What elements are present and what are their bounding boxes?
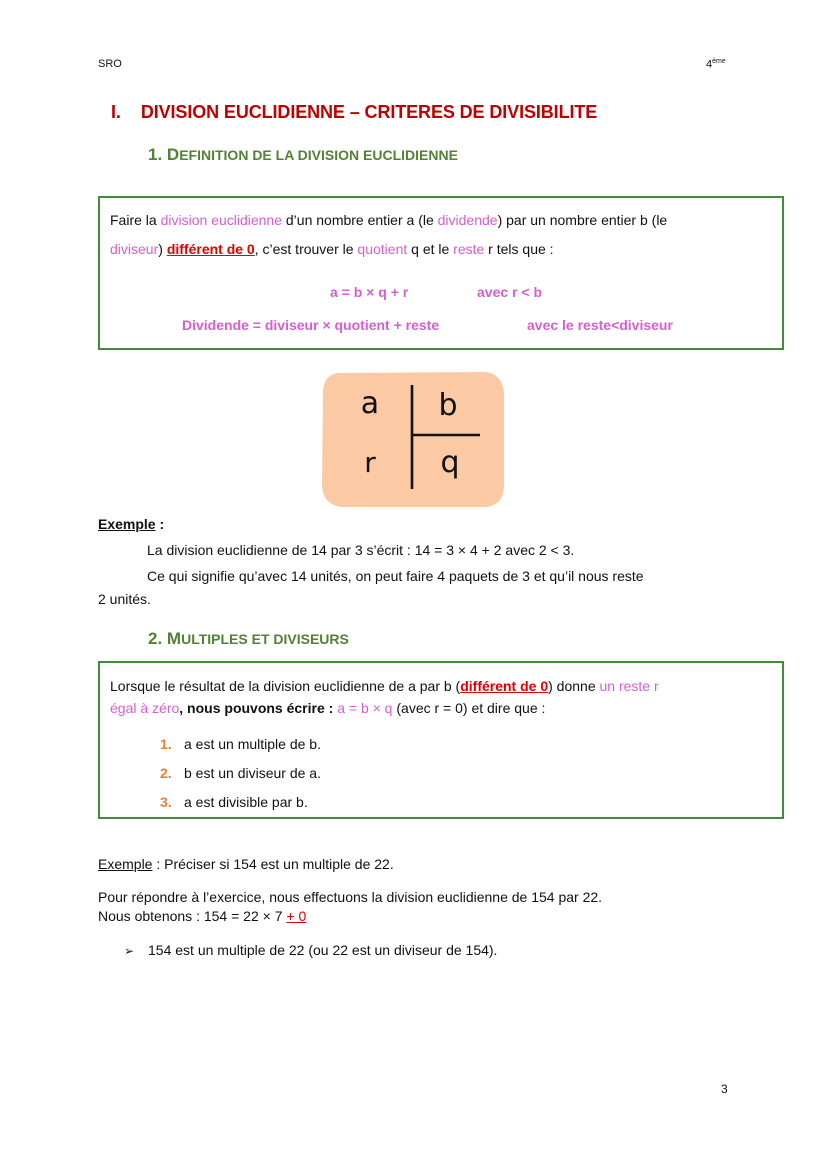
diagram-quotient: q bbox=[440, 445, 460, 480]
example-colon: : bbox=[155, 516, 165, 532]
mult-text: , nous pouvons écrire : bbox=[179, 700, 338, 716]
def-term-dividende: dividende bbox=[437, 212, 498, 228]
subheading-initial: D bbox=[166, 145, 180, 164]
def-text: Faire la bbox=[110, 212, 161, 228]
diagram-divisor: b bbox=[438, 388, 458, 423]
formula-words-condition: avec le reste<diviseur bbox=[527, 317, 673, 333]
multiples-line-2 bbox=[110, 700, 545, 716]
page-number: 3 bbox=[721, 1082, 728, 1096]
mult-term-reste: un reste r bbox=[599, 678, 659, 694]
example2-prompt bbox=[98, 856, 394, 872]
def-term-quotient: quotient bbox=[357, 241, 408, 257]
definition-line-2 bbox=[110, 241, 554, 257]
subheading-initial: M bbox=[166, 629, 182, 648]
diagram-dividend: a bbox=[360, 386, 380, 421]
list-number: 1. bbox=[160, 736, 172, 752]
list-text: a est divisible par b. bbox=[184, 794, 308, 810]
diagram-remainder: r bbox=[364, 446, 376, 479]
subheading-rest: EFINITION DE LA DIVISION EUCLIDIENNE bbox=[179, 147, 458, 163]
def-text: d’un nombre entier a (le bbox=[282, 212, 438, 228]
def-term-diviseur: diviseur bbox=[110, 241, 159, 257]
list-number: 2. bbox=[160, 765, 172, 781]
arrow-bullet-icon: ➢ bbox=[124, 944, 135, 958]
example-label: Exemple bbox=[98, 516, 156, 532]
example2-remainder: + 0 bbox=[286, 908, 307, 924]
definition-box bbox=[98, 196, 784, 350]
section-number: I. bbox=[111, 102, 121, 122]
header-grade-sup: ème bbox=[712, 58, 726, 65]
conclusion-text: 154 est un multiple de 22 (ou 22 est un diviseur de 154). bbox=[148, 942, 498, 958]
mult-nonzero-condition: différent de 0 bbox=[460, 678, 549, 694]
multiples-line-1 bbox=[110, 678, 659, 694]
def-text: ) par un nombre entier b (le bbox=[497, 212, 668, 228]
section-heading bbox=[111, 102, 597, 123]
mult-text: ) donne bbox=[548, 678, 600, 694]
example2-line1: Pour répondre à l’exercice, nous effectuons la division euclidienne de 154 par 22. bbox=[98, 889, 603, 905]
example-label: Exemple bbox=[98, 856, 153, 872]
example2-conclusion bbox=[124, 942, 497, 958]
def-text: r tels que : bbox=[484, 241, 554, 257]
def-text: q et le bbox=[407, 241, 454, 257]
list-number: 3. bbox=[160, 794, 172, 810]
def-nonzero-condition: différent de 0 bbox=[166, 241, 255, 257]
header-right bbox=[706, 58, 726, 71]
list-item bbox=[160, 765, 321, 781]
list-text: b est un diviseur de a. bbox=[184, 765, 321, 781]
formula-condition: avec r < b bbox=[477, 284, 542, 300]
definition-line-1 bbox=[110, 212, 780, 228]
def-text: , c’est trouver le bbox=[254, 241, 358, 257]
def-text: ) bbox=[158, 241, 167, 257]
list-item bbox=[160, 794, 308, 810]
mult-text: (avec r = 0) et dire que : bbox=[392, 700, 546, 716]
subheading-multiples bbox=[148, 629, 349, 649]
formula-main: a = b × q + r bbox=[330, 284, 409, 300]
subheading-definition bbox=[148, 145, 458, 165]
def-term-reste: reste bbox=[453, 241, 485, 257]
example-question: : Préciser si 154 est un multiple de 22. bbox=[152, 856, 394, 872]
def-term-division: division euclidienne bbox=[160, 212, 282, 228]
header-grade: 4 bbox=[706, 58, 713, 71]
example1-label bbox=[98, 516, 164, 532]
example1-line1: La division euclidienne de 14 par 3 s’écrit : 14 = 3 × 4 + 2 avec 2 < 3. bbox=[147, 542, 575, 558]
mult-formula: a = b × q bbox=[337, 700, 393, 716]
subheading-number: 2. bbox=[148, 629, 163, 648]
list-item bbox=[160, 736, 321, 752]
mult-term-zero: égal à zéro bbox=[110, 700, 180, 716]
formula-words: Dividende = diviseur × quotient + reste bbox=[182, 317, 440, 333]
header-left: SRO bbox=[98, 58, 122, 70]
subheading-rest: ULTIPLES ET DIVISEURS bbox=[181, 631, 349, 647]
list-text: a est un multiple de b. bbox=[184, 736, 321, 752]
subheading-number: 1. bbox=[148, 145, 163, 164]
section-title: DIVISION EUCLIDIENNE – CRITERES DE DIVISIBILITE bbox=[140, 102, 598, 122]
multiples-box bbox=[98, 661, 784, 819]
example1-line2: Ce qui signifie qu’avec 14 unités, on peut faire 4 paquets de 3 et qu’il nous reste bbox=[147, 568, 644, 584]
division-diagram bbox=[320, 369, 506, 511]
example2-line2 bbox=[98, 908, 306, 924]
example1-line3: 2 unités. bbox=[98, 591, 151, 607]
mult-text: Lorsque le résultat de la division euclidienne de a par b ( bbox=[110, 678, 461, 694]
example2-equation: Nous obtenons : 154 = 22 × 7 bbox=[98, 908, 287, 924]
